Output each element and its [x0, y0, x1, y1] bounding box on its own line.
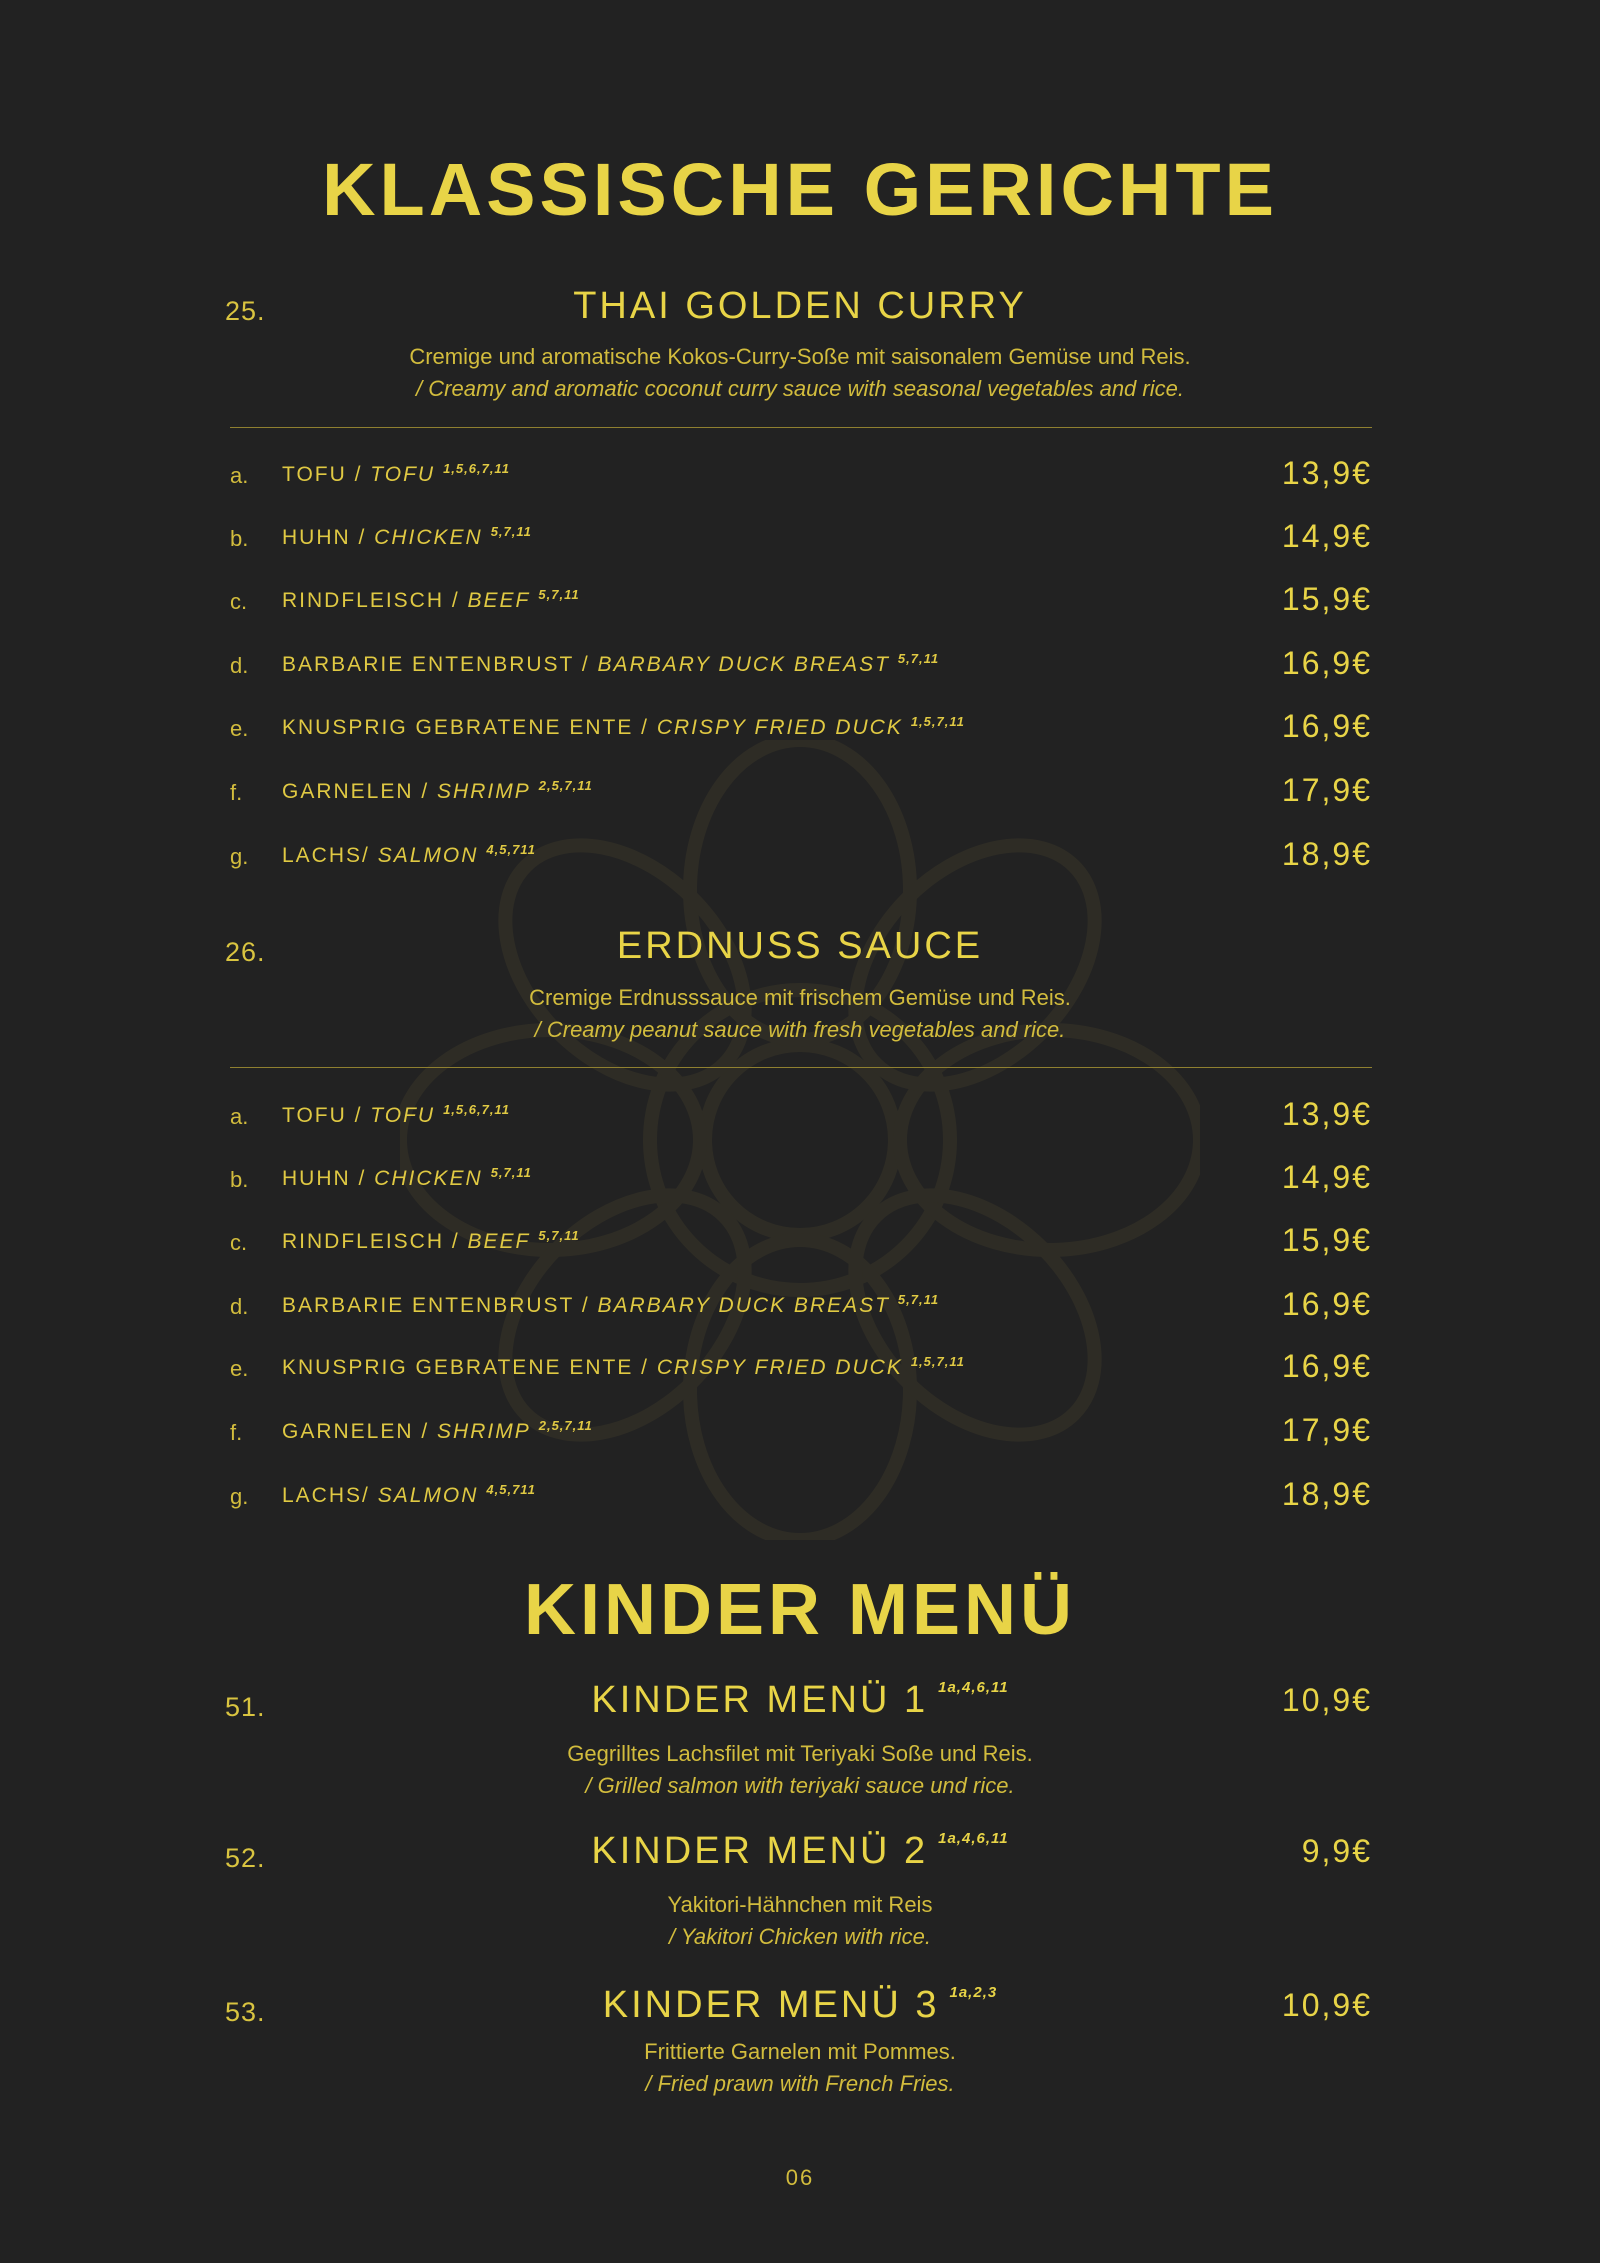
- item-name: [282, 461, 510, 487]
- allergen-codes: 1a,4,6,11: [938, 1830, 1009, 1848]
- item-name-german: KNUSPRIG GEBRATENE ENTE /: [282, 716, 657, 739]
- menu-item-row: [0, 1096, 1600, 1136]
- dish-description: [0, 982, 1600, 1046]
- item-price: 17,9€: [1281, 1412, 1372, 1448]
- dish-title: THAI GOLDEN CURRY: [573, 285, 1027, 327]
- kids-menu-title-text: KINDER MENÜ 2: [591, 1830, 929, 1872]
- item-name-english: BARBARY DUCK BREAST: [597, 653, 890, 676]
- item-price: 16,9€: [1281, 1286, 1372, 1322]
- allergen-codes: 5,7,11: [538, 587, 580, 602]
- allergen-codes: 4,5,711: [486, 1482, 536, 1497]
- menu-item-row: [0, 455, 1600, 495]
- item-name-german: BARBARIE ENTENBRUST /: [282, 1294, 598, 1317]
- description-english: / Yakitori Chicken with rice.: [668, 1924, 932, 1949]
- item-name: [282, 714, 965, 740]
- kids-menu-price: 9,9€: [1301, 1833, 1372, 1869]
- allergen-codes: 5,7,11: [490, 524, 532, 539]
- description-english: / Creamy and aromatic coconut curry sauce with seasonal vegetables and rice.: [416, 376, 1184, 401]
- item-letter: e.: [230, 1356, 249, 1381]
- dish-number: 25.: [225, 296, 266, 326]
- item-name-german: GARNELEN /: [282, 780, 438, 803]
- allergen-codes: 1,5,6,7,11: [443, 1102, 510, 1117]
- allergen-codes: 2,5,7,11: [538, 1418, 593, 1433]
- item-name-german: KNUSPRIG GEBRATENE ENTE /: [282, 1356, 657, 1379]
- kids-menu-price: 10,9€: [1281, 1682, 1372, 1718]
- item-letter: d.: [230, 653, 249, 678]
- allergen-codes: 4,5,711: [486, 842, 536, 857]
- divider: [230, 427, 1372, 428]
- menu-item-row: [0, 518, 1600, 558]
- menu-item-row: [0, 1159, 1600, 1199]
- kids-menu-description: [0, 1738, 1600, 1802]
- menu-item-row: [0, 1412, 1600, 1452]
- item-name-german: RINDFLEISCH /: [282, 1230, 468, 1253]
- item-name-german: TOFU /: [282, 463, 371, 486]
- item-name-german: GARNELEN /: [282, 1420, 438, 1443]
- item-price: 14,9€: [1281, 518, 1372, 554]
- kids-menu-number: 51.: [225, 1692, 266, 1722]
- item-price: 16,9€: [1281, 708, 1372, 744]
- item-price: 18,9€: [1281, 836, 1372, 872]
- kids-menu-description: [0, 2036, 1600, 2100]
- item-letter: a.: [230, 463, 249, 488]
- kids-menu-title-text: KINDER MENÜ 1: [591, 1679, 929, 1721]
- dish-description: [0, 341, 1600, 405]
- item-letter: g.: [230, 1484, 249, 1509]
- item-name-german: HUHN /: [282, 1167, 375, 1190]
- item-name-english: CRISPY FRIED DUCK: [656, 716, 903, 739]
- description-german: Gegrilltes Lachsfilet mit Teriyaki Soße und Reis.: [567, 1741, 1033, 1766]
- item-price: 15,9€: [1281, 581, 1372, 617]
- item-name-german: RINDFLEISCH /: [282, 589, 468, 612]
- item-letter: f.: [230, 780, 243, 805]
- menu-item-row: [0, 1286, 1600, 1326]
- item-price: 17,9€: [1281, 772, 1372, 808]
- item-name-english: BEEF: [467, 589, 531, 612]
- item-letter: a.: [230, 1104, 249, 1129]
- item-letter: d.: [230, 1294, 249, 1319]
- item-name: [282, 842, 536, 868]
- item-price: 16,9€: [1281, 1348, 1372, 1384]
- item-name-english: BEEF: [467, 1230, 531, 1253]
- description-german: Cremige Erdnusssauce mit frischem Gemüse und Reis.: [529, 985, 1071, 1010]
- section-title-kids: KINDER MENÜ: [523, 1570, 1076, 1650]
- allergen-codes: 5,7,11: [490, 1165, 532, 1180]
- item-price: 16,9€: [1281, 645, 1372, 681]
- item-name-english: SHRIMP: [437, 1420, 531, 1443]
- item-name-english: SHRIMP: [437, 780, 531, 803]
- item-name-german: LACHS/: [282, 1484, 378, 1507]
- kids-menu-price: 10,9€: [1281, 1987, 1372, 2023]
- item-letter: f.: [230, 1420, 243, 1445]
- item-name-german: HUHN /: [282, 526, 375, 549]
- dish-title: ERDNUSS SAUCE: [616, 925, 984, 967]
- menu-item-row: [0, 772, 1600, 812]
- description-german: Yakitori-Hähnchen mit Reis: [667, 1892, 933, 1917]
- description-english: / Fried prawn with French Fries.: [645, 2071, 955, 2096]
- item-name-english: CHICKEN: [374, 1167, 483, 1190]
- description-german: Cremige und aromatische Kokos-Curry-Soße mit saisonalem Gemüse und Reis.: [409, 344, 1191, 369]
- item-letter: g.: [230, 844, 249, 869]
- description-german: Frittierte Garnelen mit Pommes.: [644, 2039, 956, 2064]
- item-price: 13,9€: [1281, 1096, 1372, 1132]
- item-name: [282, 651, 939, 677]
- item-name: [282, 778, 593, 804]
- item-price: 13,9€: [1281, 455, 1372, 491]
- allergen-codes: 1,5,7,11: [910, 714, 965, 729]
- page-number: 06: [785, 2165, 815, 2190]
- item-price: 15,9€: [1281, 1222, 1372, 1258]
- item-name: [282, 1482, 536, 1508]
- item-name: [282, 1165, 532, 1191]
- item-letter: c.: [230, 1230, 248, 1255]
- menu-item-row: [0, 581, 1600, 621]
- item-name-english: TOFU: [370, 463, 436, 486]
- item-name-english: CRISPY FRIED DUCK: [656, 1356, 903, 1379]
- item-name-german: BARBARIE ENTENBRUST /: [282, 653, 598, 676]
- item-name-german: LACHS/: [282, 844, 378, 867]
- description-english: / Creamy peanut sauce with fresh vegetables and rice.: [534, 1017, 1066, 1042]
- item-name: [282, 1354, 965, 1380]
- item-letter: e.: [230, 716, 249, 741]
- menu-item-row: [0, 1476, 1600, 1516]
- divider: [230, 1067, 1372, 1068]
- allergen-codes: 1,5,6,7,11: [443, 461, 510, 476]
- allergen-codes: 1a,2,3: [949, 1984, 998, 2002]
- allergen-codes: 5,7,11: [538, 1228, 580, 1243]
- menu-item-row: [0, 708, 1600, 748]
- description-english: / Grilled salmon with teriyaki sauce und rice.: [585, 1773, 1015, 1798]
- menu-item-row: [0, 645, 1600, 685]
- item-price: 14,9€: [1281, 1159, 1372, 1195]
- item-letter: c.: [230, 589, 248, 614]
- kids-menu-number: 53.: [225, 1997, 266, 2027]
- item-name-german: TOFU /: [282, 1104, 371, 1127]
- item-name-english: BARBARY DUCK BREAST: [597, 1294, 890, 1317]
- allergen-codes: 1a,4,6,11: [938, 1679, 1009, 1697]
- item-name: [282, 587, 580, 613]
- allergen-codes: 5,7,11: [897, 651, 940, 666]
- item-name-english: CHICKEN: [374, 526, 483, 549]
- item-price: 18,9€: [1281, 1476, 1372, 1512]
- menu-item-row: [0, 836, 1600, 876]
- item-letter: b.: [230, 1167, 249, 1192]
- item-letter: b.: [230, 526, 249, 551]
- menu-item-row: [0, 1222, 1600, 1262]
- item-name: [282, 1418, 593, 1444]
- item-name-english: SALMON: [377, 1484, 479, 1507]
- allergen-codes: 5,7,11: [897, 1292, 940, 1307]
- item-name: [282, 1292, 939, 1318]
- kids-menu-description: [0, 1889, 1600, 1953]
- item-name-english: SALMON: [377, 844, 479, 867]
- item-name: [282, 524, 532, 550]
- item-name-english: TOFU: [370, 1104, 436, 1127]
- item-name: [282, 1228, 580, 1254]
- menu-item-row: [0, 1348, 1600, 1388]
- section-title-classic: KLASSISCHE GERICHTE: [322, 148, 1278, 231]
- allergen-codes: 2,5,7,11: [538, 778, 593, 793]
- kids-menu-number: 52.: [225, 1843, 266, 1873]
- item-name: [282, 1102, 510, 1128]
- dish-number: 26.: [225, 937, 266, 967]
- kids-menu-title-text: KINDER MENÜ 3: [602, 1984, 940, 2026]
- allergen-codes: 1,5,7,11: [910, 1354, 965, 1369]
